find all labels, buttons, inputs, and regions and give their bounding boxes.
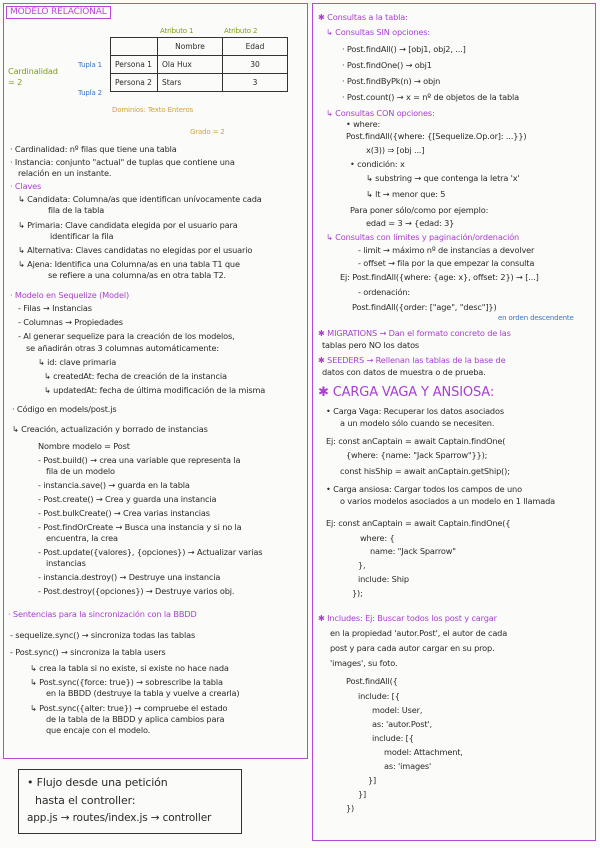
attribute-label-2: Atributo 2 bbox=[224, 27, 258, 35]
note-line: · Claves bbox=[10, 181, 42, 191]
tupla-label-2: Tupla 2 bbox=[78, 89, 102, 97]
note-line: ↳ Post.sync({alter: true}) → compruebe el estado bbox=[30, 703, 228, 713]
note-line: se refiere a una columna/as en otra tabla T2. bbox=[48, 270, 226, 280]
note-line: instancias bbox=[46, 558, 86, 568]
note-line: • Carga Vaga: Recuperar los datos asociados bbox=[326, 406, 504, 416]
table-cell: Ola Hux bbox=[158, 56, 223, 74]
note-line: en la propiedad 'autor.Post', el autor de cada bbox=[330, 628, 508, 638]
note-line: }] bbox=[358, 789, 367, 799]
note-line: }) bbox=[346, 803, 355, 813]
note-line: }] bbox=[368, 775, 377, 785]
note-line: ↳ Ajena: Identifica una Columna/as en una tabla T1 que bbox=[18, 259, 240, 269]
tupla-label-1: Tupla 1 bbox=[78, 61, 102, 69]
table-row bbox=[111, 56, 288, 74]
note-line: Ej: Post.findAll({where: {age: x}, offset: 2}) → [...] bbox=[340, 272, 539, 282]
flow-callout bbox=[18, 769, 242, 834]
note-line: - Columnas → Propiedades bbox=[18, 317, 123, 327]
note-line: x(3)) ⇒ [obj ...] bbox=[366, 145, 425, 155]
note-line: }); bbox=[352, 588, 363, 598]
note-line: • where: bbox=[346, 119, 381, 129]
note-line: ↳ updatedAt: fecha de última modificación de la misma bbox=[44, 385, 266, 395]
note-line: name: "Jack Sparrow" bbox=[370, 546, 456, 556]
note-line: 'images', su foto. bbox=[330, 658, 398, 668]
note-line: • condición: x bbox=[350, 159, 405, 169]
note-line: ↳ Creación, actualización y borrado de instancias bbox=[12, 424, 208, 434]
note-line: - Post.destroy({opciones}) → Destruye varios obj. bbox=[38, 586, 235, 596]
note-line: - Post.create() → Crea y guarda una instancia bbox=[38, 494, 217, 504]
table-cell: Persona 1 bbox=[111, 56, 158, 74]
note-line: se añadirán otras 3 columnas automáticamente: bbox=[26, 343, 219, 353]
table-cell: 3 bbox=[223, 74, 288, 92]
table-cell: Stars bbox=[158, 74, 223, 92]
note-line: · Instancia: conjunto "actual" de tuplas que contiene una bbox=[10, 157, 235, 167]
note-line: - Post.update({valores}, {opciones}) → Actualizar varias bbox=[38, 547, 263, 557]
note-line: encuentra, la crea bbox=[46, 533, 118, 543]
note-line: Post.findAll({ bbox=[346, 676, 398, 686]
note-line: - Post.findOrCreate → Busca una instancia y si no la bbox=[38, 522, 242, 532]
note-line: - instancia.save() → guarda en la tabla bbox=[38, 480, 190, 490]
page-title: MODELO RELACIONAL bbox=[6, 6, 111, 19]
note-line: ✱ SEEDERS → Rellenan las tablas de la base de bbox=[318, 355, 506, 365]
note-line: · Post.findByPk(n) → objn bbox=[342, 76, 441, 86]
note-line: ↳ Primaria: Clave candidata elegida por el usuario para bbox=[18, 220, 238, 230]
note-line: include: [{ bbox=[372, 733, 414, 743]
relational-table bbox=[110, 37, 288, 92]
note-line: include: Ship bbox=[358, 574, 409, 584]
note-line: ↳ createdAt: fecha de creación de la instancia bbox=[44, 371, 227, 381]
note-line: where: { bbox=[360, 533, 395, 543]
note-line: Ej: const anCaptain = await Captain.findOne({ bbox=[326, 518, 511, 528]
table-row bbox=[111, 74, 288, 92]
note-line: ↳ Consultas CON opciones: bbox=[326, 108, 435, 118]
note-line: ↳ Consultas SIN opciones: bbox=[326, 27, 431, 37]
cardinalidad-label: Cardinalidad = 2 bbox=[8, 66, 58, 87]
note-line: ↳ crea la tabla si no existe, si existe no hace nada bbox=[30, 663, 229, 673]
note-line: ↳ Post.sync({force: true}) → sobrescribe la tabla bbox=[30, 677, 223, 687]
note-line: - sequelize.sync() → sincroniza todas las tablas bbox=[10, 630, 196, 640]
table-cell: 30 bbox=[223, 56, 288, 74]
callout-line: hasta el controller: bbox=[35, 794, 136, 807]
note-line: datos con datos de muestra o de prueba. bbox=[322, 367, 486, 377]
note-line: as: 'images' bbox=[384, 761, 432, 771]
note-line: Para poner sólo/como por ejemplo: bbox=[350, 205, 489, 215]
note-line: que encaje con el modelo. bbox=[46, 725, 151, 735]
note-line: include: [{ bbox=[358, 691, 400, 701]
note-line: model: Attachment, bbox=[384, 747, 463, 757]
note-line: identificar la fila bbox=[50, 231, 114, 241]
note-line: o varios modelos asociados a un modelo en 1 llamada bbox=[340, 496, 555, 506]
note-line: - Post.bulkCreate() → Crea varias instancias bbox=[38, 508, 210, 518]
note-line: fila de un modelo bbox=[46, 466, 115, 476]
note-line: · Cardinalidad: nº filas que tiene una tabla bbox=[10, 144, 177, 154]
attribute-label-1: Atributo 1 bbox=[160, 27, 194, 35]
note-line: · Modelo en Sequelize (Model) bbox=[10, 290, 129, 300]
note-line: as: 'autor.Post', bbox=[372, 719, 432, 729]
note-line: model: User, bbox=[372, 705, 423, 715]
note-line: - Post.sync() → sincroniza la tabla users bbox=[10, 647, 166, 657]
callout-line: app.js → routes/index.js → controller bbox=[27, 812, 212, 824]
note-line: ↳ Candidata: Columna/as que identifican unívocamente cada bbox=[18, 194, 262, 204]
note-line: - offset → fila por la que empezar la consulta bbox=[358, 258, 535, 268]
note-line: - Al generar sequelize para la creación de los modelos, bbox=[18, 331, 235, 341]
note-line: - ordenación: bbox=[358, 287, 411, 297]
dominios-line: Dominios: Texto Enteros bbox=[112, 106, 194, 114]
table-cell: Edad bbox=[223, 38, 288, 56]
table-cell: Persona 2 bbox=[111, 74, 158, 92]
callout-line: • Flujo desde una petición bbox=[27, 776, 168, 789]
note-line: ↳ Alternativa: Claves candidatas no elegidas por el usuario bbox=[18, 245, 253, 255]
note-line: ✱ CARGA VAGA Y ANSIOSA: bbox=[318, 385, 495, 400]
note-line: Ej: const anCaptain = await Captain.findOne( bbox=[326, 436, 506, 446]
note-line: · Código en models/post.js bbox=[12, 404, 117, 414]
note-line: Post.findAll({where: {[Sequelize.Op.or]: ...}}) bbox=[346, 131, 527, 141]
table-cell: Nombre bbox=[158, 38, 223, 56]
note-line: · Post.findOne() → obj1 bbox=[342, 60, 432, 70]
note-line: - Post.build() → crea una variable que representa la bbox=[38, 455, 241, 465]
note-line: {where: {name: "Jack Sparrow"}}); bbox=[346, 450, 488, 460]
note-line: · Post.count() → x = nº de objetos de la tabla bbox=[342, 92, 520, 102]
note-line: const hisShip = await anCaptain.getShip(); bbox=[340, 466, 510, 476]
note-line: ↳ lt → menor que: 5 bbox=[366, 189, 446, 199]
note-line: fila de la tabla bbox=[48, 205, 105, 215]
note-line: en la BBDD (destruye la tabla y vuelve a crearla) bbox=[46, 688, 240, 698]
note-line: ↳ substring → que contenga la letra 'x' bbox=[366, 173, 520, 183]
note-line: - Filas → Instancias bbox=[18, 303, 92, 313]
note-line: }, bbox=[358, 560, 366, 570]
grado-label: Grado = 2 bbox=[190, 128, 225, 136]
note-line: ✱ Consultas a la tabla: bbox=[318, 12, 408, 22]
note-line: Nombre modelo = Post bbox=[38, 441, 130, 451]
note-line: edad = 3 → {edad: 3} bbox=[366, 218, 455, 228]
note-line: de la tabla de la BBDD y aplica cambios para bbox=[46, 714, 225, 724]
note-line: · Sentencias para la sincronización con la BBDD bbox=[8, 609, 197, 619]
note-line: - instancia.destroy() → Destruye una instancia bbox=[38, 572, 221, 582]
note-line: post y para cada autor cargar en su prop. bbox=[330, 643, 495, 653]
note-line: ↳ id: clave primaria bbox=[38, 357, 117, 367]
note-line: ↳ Consultas con límites y paginación/ordenación bbox=[326, 232, 520, 242]
note-line: tablas pero NO los datos bbox=[322, 340, 420, 350]
note-line: relación en un instante. bbox=[18, 168, 112, 178]
note-line: Post.findAll({order: ["age", "desc"]}) bbox=[352, 302, 497, 312]
note-line: en orden descendente bbox=[498, 314, 574, 322]
note-line: - limit → máximo nº de instancias a devolver bbox=[358, 245, 535, 255]
note-line: a un modelo sólo cuando se necesiten. bbox=[340, 418, 495, 428]
note-line: ✱ Includes: Ej: Buscar todos los post y cargar bbox=[318, 613, 497, 623]
note-line: · Post.findAll() → [obj1, obj2, ...] bbox=[342, 44, 466, 54]
note-line: ✱ MIGRATIONS → Dan el formato concreto de las bbox=[318, 328, 511, 338]
note-line: • Carga ansiosa: Cargar todos los campos de uno bbox=[326, 484, 522, 494]
table-cell bbox=[111, 38, 158, 56]
